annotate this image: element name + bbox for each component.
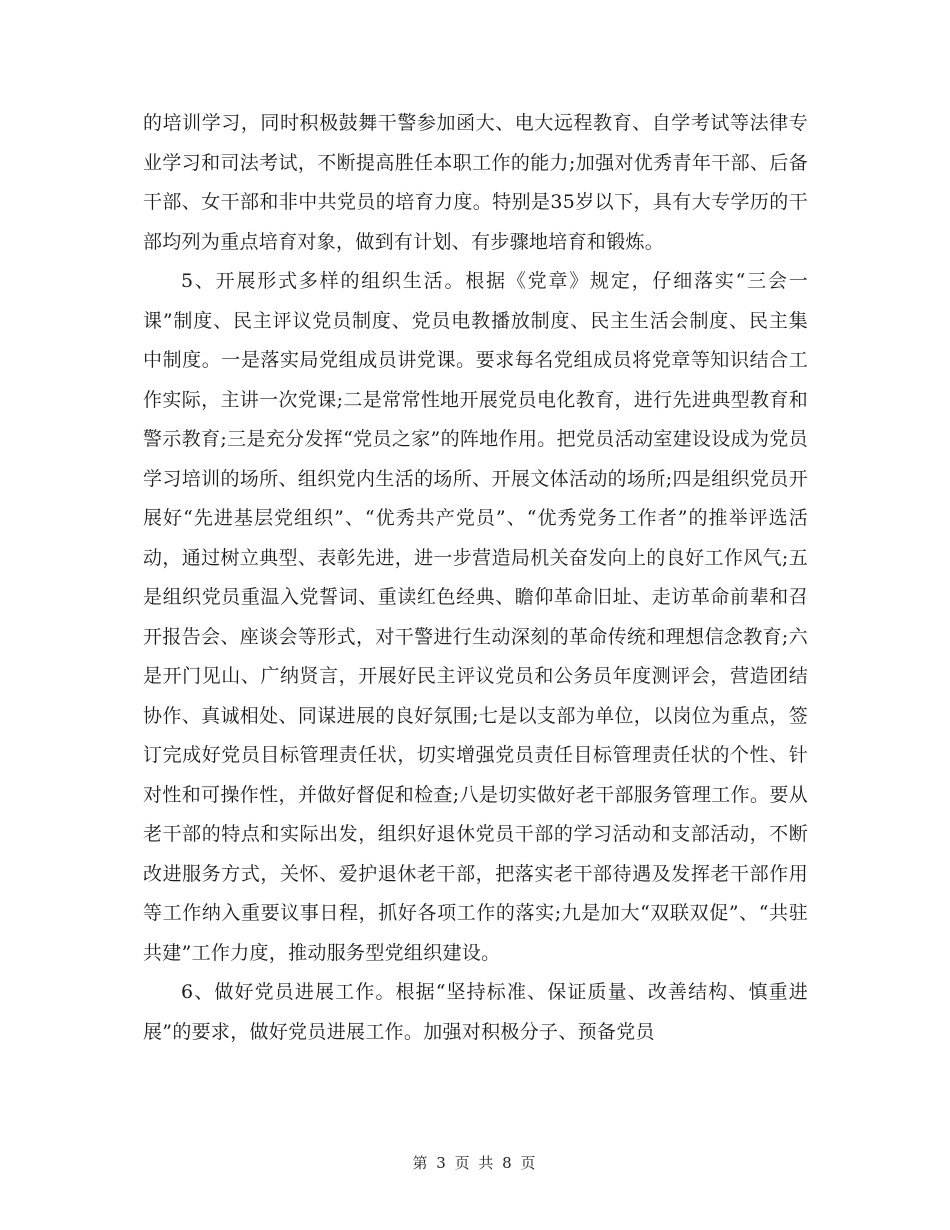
paragraph-p3: 6、做好党员进展工作。根据“坚持标准、保证质量、改善结构、慎重进展”的要求，做好党员进展工作。加强对积极分子、预备党员 (143, 981, 808, 1043)
page-footer: 第 3 页 共 8 页 (412, 1154, 538, 1172)
paragraph-p1: 的培训学习，同时积极鼓舞干警参加函大、电大远程教育、自学考试等法律专业学习和司法考试，不断提高胜任本职工作的能力;加强对优秀青年干部、后备干部、女干部和非中共党员的培育力度。特别是35岁以下，具有大专学历的干部均列为重点培育对象，做到有计划、有步骤地培育和锻炼。 (143, 112, 808, 253)
paragraph-p2: 5、开展形式多样的组织生活。根据《党章》规定，仔细落实“三会一课”制度、民主评议党员制度、党员电教播放制度、民主生活会制度、民主集中制度。一是落实局党组成员讲党课。要求每名党组成员将党章等知识结合工作实际，主讲一次党课;二是常常性地开展党员电化教育，进行先进典型教育和警示教育;三是充分发挥“党员之家”的阵地作用。把党员活动室建设设成为党员学习培训的场所、组织党内生活的场所、开展文体活动的场所;四是组织党员开展好“先进基层党组织”、“优秀共产党员”、“优秀党务工作者”的推举评选活动，通过树立典型、表彰先进，进一步营造局机关奋发向上的良好工作风气;五是组织党员重温入党誓词、重读红色经典、瞻仰革命旧址、走访革命前辈和召开报告会、座谈会等形式，对干警进行生动深刻的革命传统和理想信念教育;六是开门见山、广纳贤言，开展好民主评议党员和公务员年度测评会，营造团结协作、真诚相处、同谋进展的良好氛围;七是以支部为单位，以岗位为重点，签订完成好党员目标管理责任状，切实增强党员责任目标管理责任状的个性、针对性和可操作性，并做好督促和检查;八是切实做好老干部服务管理工作。要从老干部的特点和实际出发，组织好退休党员干部的学习活动和支部活动，不断改进服务方式，关怀、爱护退休老干部，把落实老干部待遇及发挥老干部作用等工作纳入重要议事日程，抓好各项工作的落实;九是加大“双联双促”、“共驻共建”工作力度，推动服务型党组织建设。 (143, 270, 808, 964)
document-body (143, 104, 808, 1052)
